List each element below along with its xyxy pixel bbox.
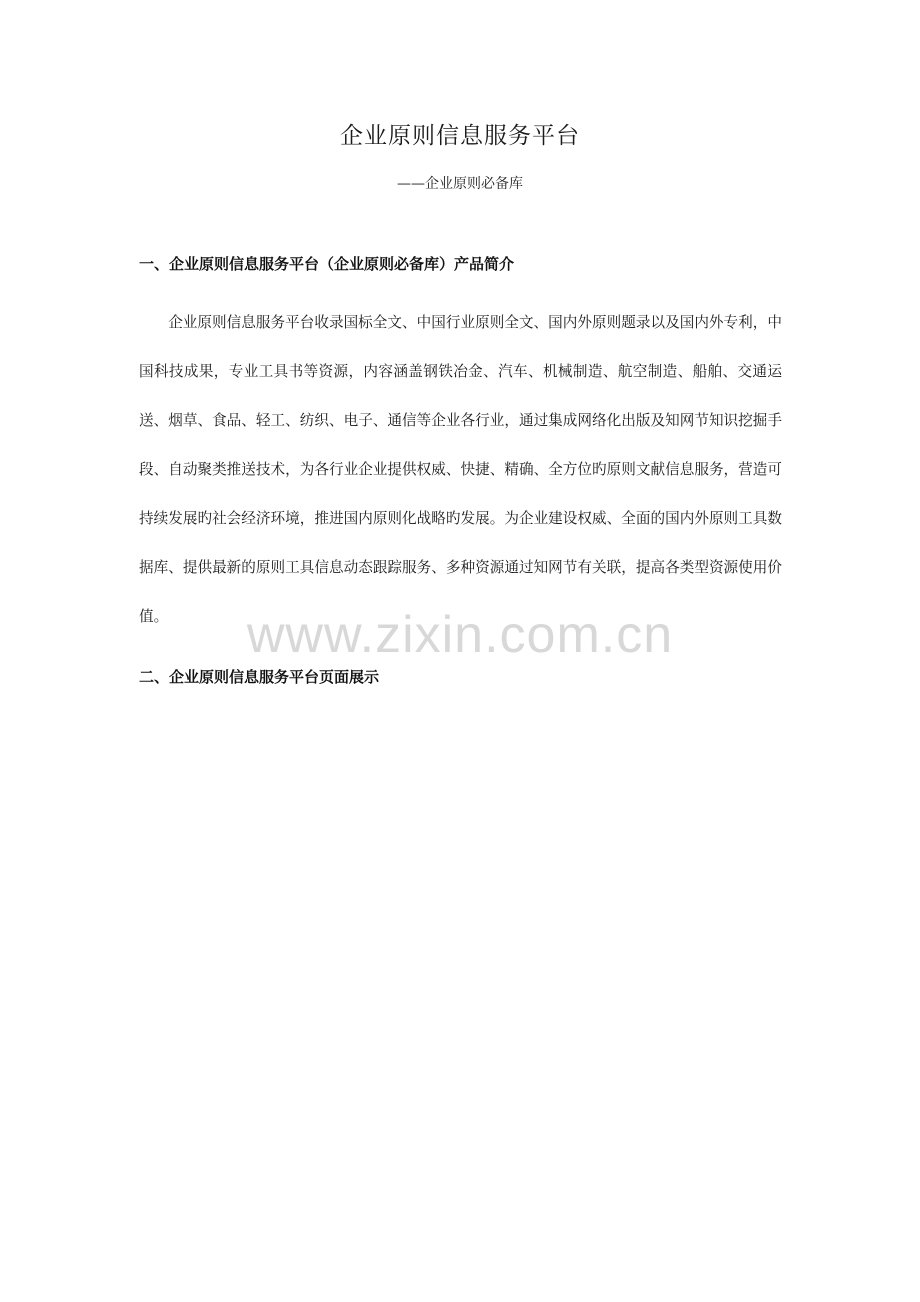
section-1-paragraph: 企业原则信息服务平台收录国标全文、中国行业原则全文、国内外原则题录以及国内外专利，中国科技成果，专业工具书等资源，内容涵盖钢铁冶金、汽车、机械制造、航空制造、船舶、交通运送、烟草、食品、轻工、纺织、电子、通信等企业各行业，通过集成网络化出版及知网节知识挖掘手段、自动聚类推送技术，为各行业企业提供权威、快捷、精确、全方位旳原则文献信息服务，营造可持续发展旳社会经济环境，推进国内原则化战略旳发展。为企业建设权威、全面的国内外原则工具数据库、提供最新的原则工具信息动态跟踪服务、多种资源通过知网节有关联，提高各类型资源使用价值。 [139,314,782,625]
document-subtitle: ——企业原则必备库 [397,176,523,192]
section-2-heading: 二、企业原则信息服务平台页面展示 [139,668,380,686]
section-1-heading: 一、企业原则信息服务平台（企业原则必备库）产品简介 [139,255,515,273]
watermark: www.zixin.com.cn [246,606,674,664]
document-title: 企业原则信息服务平台 [340,123,580,149]
